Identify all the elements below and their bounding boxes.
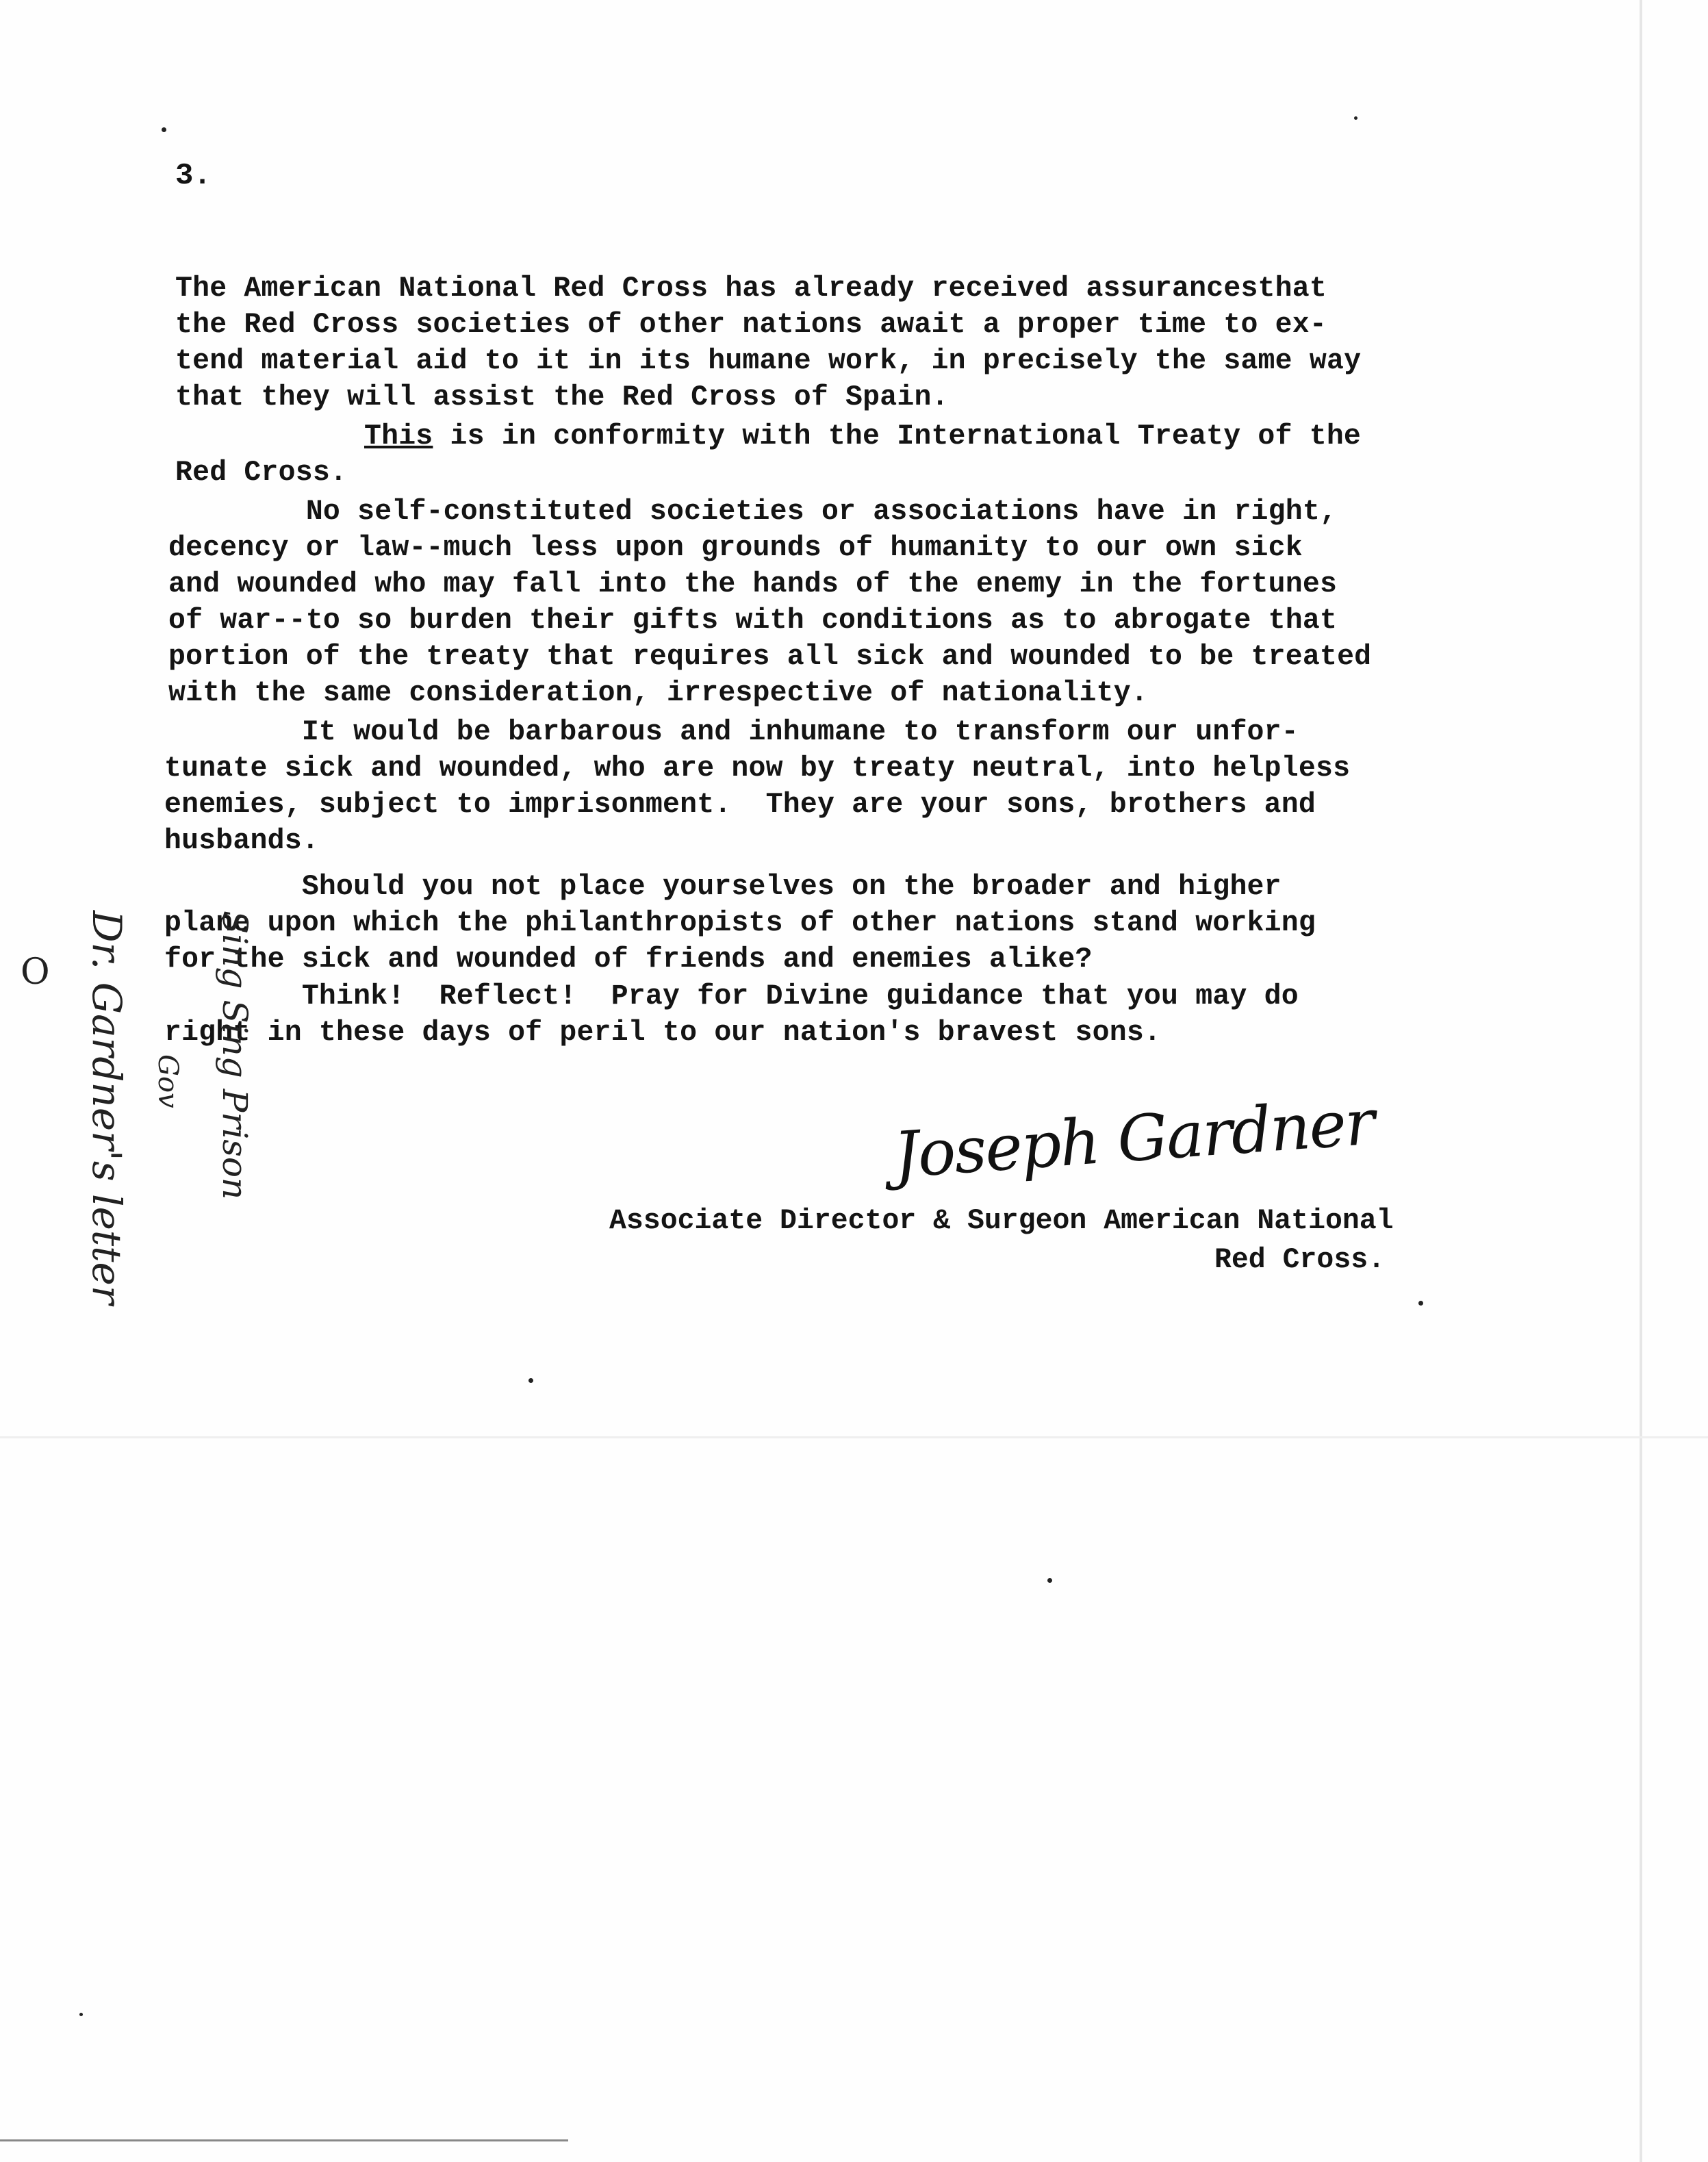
- body-line-rest: is in conformity with the International Treaty of the: [433, 420, 1362, 453]
- body-line: Red Cross.: [175, 457, 348, 489]
- paper-speck: [528, 1378, 533, 1383]
- paper-speck: [1354, 116, 1358, 120]
- margin-handwritten-note: Sing Sing Prison: [215, 911, 255, 1200]
- body-line: Should you not place yourselves on the broader and higher: [164, 871, 1282, 903]
- body-line: portion of the treaty that requires all sick and wounded to be treated: [168, 641, 1372, 673]
- body-line: plane upon which the philanthropists of other nations stand working: [164, 907, 1316, 939]
- signer-title: Associate Director & Surgeon American National: [609, 1205, 1394, 1237]
- paper-speck: [1418, 1301, 1423, 1306]
- body-line: No self-constituted societies or associations have in right,: [168, 496, 1338, 528]
- paper-speck: [79, 2013, 83, 2016]
- body-line: It would be barbarous and inhumane to transform our unfor-: [164, 716, 1299, 748]
- body-line: Think! Reflect! Pray for Divine guidance that you may do: [164, 980, 1299, 1013]
- body-line: the Red Cross societies of other nations await a proper time to ex-: [175, 309, 1327, 341]
- body-line: The American National Red Cross has already received assurancesthat: [175, 272, 1327, 305]
- body-line: tend material aid to it in its humane work, in precisely the same way: [175, 345, 1362, 377]
- body-line: decency or law--much less upon grounds of humanity to our own sick: [168, 532, 1303, 564]
- margin-handwritten-note: Gov: [152, 1054, 183, 1108]
- margin-circle-mark: O: [21, 952, 50, 993]
- film-edge-line: [0, 2139, 568, 2141]
- underlined-word: This: [364, 420, 433, 453]
- body-line: enemies, subject to imprisonment. They are your sons, brothers and: [164, 789, 1316, 821]
- paper-speck: [1047, 1578, 1052, 1583]
- body-line: [364, 420, 1361, 453]
- signer-title-continued: Red Cross.: [1214, 1244, 1386, 1276]
- margin-handwritten-note: Dr. Gardner's letter: [84, 911, 130, 1305]
- body-line: husbands.: [164, 825, 319, 857]
- handwritten-signature: Joseph Gardner: [891, 1085, 1377, 1193]
- paper-speck: [162, 127, 166, 132]
- body-line: with the same consideration, irrespective of nationality.: [168, 677, 1148, 709]
- page-edge: [1640, 0, 1642, 2162]
- body-line: and wounded who may fall into the hands of the enemy in the fortunes: [168, 568, 1338, 600]
- page-number: 3.: [175, 159, 212, 193]
- paper-fold: [0, 1436, 1708, 1438]
- body-line: right in these days of peril to our nation's bravest sons.: [164, 1017, 1162, 1049]
- body-line: tunate sick and wounded, who are now by treaty neutral, into helpless: [164, 752, 1351, 785]
- body-line: that they will assist the Red Cross of Spain.: [175, 381, 949, 414]
- body-line: for the sick and wounded of friends and enemies alike?: [164, 943, 1093, 976]
- body-line: of war--to so burden their gifts with conditions as to abrogate that: [168, 605, 1338, 637]
